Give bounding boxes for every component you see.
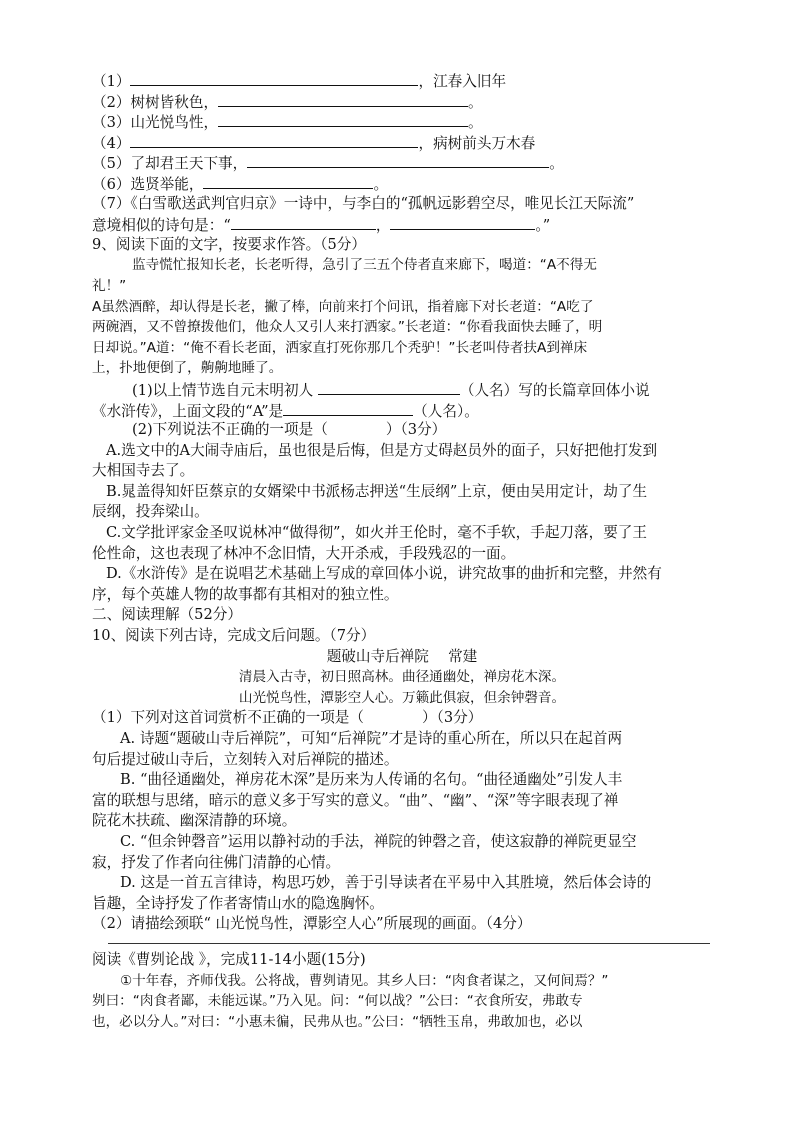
q8-item-2-end: 。 [468,93,483,111]
q8-item-3 [92,111,712,132]
answer-blank[interactable] [130,70,418,86]
poem-line: 山光悦鸟性，潭影空人心。万籁此俱寂，但余钟磬音。 [238,689,566,706]
q10-sub1-text: （1）下列对这首词赏析不正确的一项是（ [92,709,364,727]
answer-blank[interactable] [283,400,413,416]
q8-item-1-text: ，江春入旧年 [418,73,507,90]
q11-passage-line: ①十年春，齐师伐我。公将战，曹刿请见。其乡人曰：“肉食者谋之，又何间焉？” [120,972,609,989]
answer-blank[interactable] [130,132,418,148]
q9-passage-line: 两碗酒，又不曾撩拨他们，他众人又引人来打洒家。”长老道：“你看我面快去睡了，明 [92,319,603,336]
answer-blank[interactable] [218,111,468,127]
q9-sub1-line2 [92,400,712,421]
poem-line: 清晨入古寺，初日照高林。曲径通幽处，禅房花木深。 [238,669,566,686]
q9-option-a-cont: 大相国寺去了。 [92,462,195,480]
q8-item-7-answer [92,214,712,235]
q10-option-b-cont: 院花木扶疏、幽深清静的环境。 [92,812,297,830]
q9-option-d-cont: 序，每个英雄人物的故事都有其相对的独立性。 [92,585,399,603]
q8-item-6-text: （6）选贤举能， [92,175,204,193]
q8-item-6 [92,173,712,194]
q8-item-7-prompt: 意境相似的诗句是：“ [92,217,231,235]
q9-passage-line: 监寺慌忙报知长老，长老听得，急引了三五个侍者直来廊下，喝道：“A不得无 [132,257,597,274]
q9-sub1-text-end: （人名）写的长篇章回体小说 [459,381,650,399]
q9-option-d: D.《水浒传》是在说唱艺术基础上写成的章回体小说，讲究故事的曲折和完整，井然有 [106,565,662,583]
q8-item-3-end: 。 [468,114,483,132]
q9-passage-line: 上，扑地便倒了，齁齁地睡了。 [92,360,283,377]
q8-item-1 [92,70,712,91]
q9-sub2 [92,420,712,441]
q9-passage-line: 日却说。”A道：“俺不看长老面，洒家直打死你那几个秃驴！”长老叫侍者扶A到禅床 [92,339,588,356]
answer-blank[interactable] [218,91,468,107]
exam-page [92,70,712,1032]
q8-item-7-comma: ， [375,217,391,235]
poem-title: 题破山寺后禅院 常建 [326,647,478,665]
q10-option-a-cont: 句后提过破山寺后，立刻转入对后禅院的描述。 [92,750,399,768]
q11-title: 阅读《曹刿论战 》，完成11-14小题(15分) [92,950,366,968]
answer-blank[interactable] [231,214,376,230]
q11-passage-line: 也，必以分人。”对曰：“小惠未徧，民弗从也。”公曰：“牺牲玉帛，弗敢加也，必以 [92,1013,583,1030]
q10-option-b: B. “曲径通幽处，禅房花木深”是历来为人传诵的名句。“曲径通幽处”引发人丰 [120,771,623,789]
q8-item-7-text: （7）《白雪歌送武判官归京》一诗中，与李白的“孤帆远影碧空尽，唯见长江天际流” [92,194,635,212]
q8-item-5 [92,152,712,173]
q10-sub2: （2）请描绘颈联“ 山光悦鸟性，潭影空人心”所展现的画面。（4分） [92,915,532,933]
answer-blank[interactable] [203,173,373,189]
answer-line-divider [108,943,710,944]
q8-item-4-text: ，病树前头万木春 [418,134,536,152]
q10-option-d: D. 这是一首五言律诗，构思巧妙，善于引导读者在平易中入其胜境，然后体会诗的 [120,874,652,892]
q9-option-b: B.晁盖得知奸臣蔡京的女婿梁中书派杨志押送“生辰纲”上京，便由吴用定计，劫了生 [106,482,648,500]
q9-passage-line: A虽然酒醉，却认得是长老，撇了棒，向前来打个问讯，指着廊下对长老道：“A吃了 [92,298,594,315]
q8-item-2-text: （2）树树皆秋色， [92,93,219,111]
q10-title: 10、阅读下列古诗，完成文后问题。（7分） [92,627,376,645]
q9-sub2-end: ）（3分） [385,421,447,439]
q8-item-1-label: （1） [92,73,131,90]
q9-sub1 [92,379,712,400]
q9-passage-line: 礼！” [92,277,127,294]
q10-option-b-cont: 富的联想与思绪，暗示的意义多于写实的意义。“曲”、“幽”、“深”等字眼表现了禅 [92,791,619,809]
q8-item-5-end: 。 [549,155,564,173]
answer-blank[interactable] [247,152,549,168]
q11-passage-line: 刿曰：“肉食者鄙，未能远谋。”乃入见。问：“何以战？”公曰：“衣食所安，弗敢专 [92,993,583,1010]
q10-sub1 [92,708,712,729]
q8-item-4-label: （4） [92,134,131,152]
q9-option-c-cont: 伦性命，这也表现了林冲不念旧情，大开杀戒，手段残忍的一面。 [92,544,516,562]
q9-sub1-line2-end: （人名）。 [413,402,479,420]
q10-option-a: A. 诗题“题破山寺后禅院”，可知“后禅院”才是诗的重心所在，所以只在起首两 [120,730,623,747]
section-heading: 二、阅读理解（52分） [92,606,242,624]
q9-sub1-text: (1)以上情节选自元末明初人 [132,381,314,399]
q9-option-a: A.选文中的A大闹寺庙后，虽也很是后悔，但是方丈碍赵员外的面子，只好把他打发到 [106,441,658,459]
q8-item-2 [92,91,712,112]
q10-option-c: C. “但余钟磬音”运用以静衬动的手法，禅院的钟磬之音，使这寂静的禅院更显空 [120,832,637,850]
q9-sub2-text: (2)下列说法不正确的一项是（ [132,421,328,439]
q10-option-c-cont: 寂，抒发了作者向往佛门清静的心情。 [92,853,341,871]
q9-option-b-cont: 辰纲，投奔梁山。 [92,503,209,521]
q10-option-d-cont: 旨趣，全诗抒发了作者寄情山水的隐逸胸怀。 [92,894,384,912]
q9-title: 9、阅读下面的文字，按要求作答。（5分） [92,235,366,253]
answer-blank[interactable] [318,379,460,395]
q10-sub1-end: ）（3分） [421,709,483,727]
q8-item-6-end: 。 [373,175,389,193]
q8-item-3-text: （3）山光悦鸟性， [92,114,219,132]
answer-blank[interactable] [390,214,535,230]
q8-item-4 [92,132,712,153]
q8-item-7-end: 。” [535,217,551,235]
q8-item-5-text: （5）了却君王天下事， [92,155,248,173]
q9-sub1-line2-text: 《水浒传》，上面文段的“A”是 [92,402,284,420]
q9-option-c: C.文学批评家金圣叹说林冲“做得彻”，如火并王伦时，毫不手软，手起刀落，要了王 [106,524,647,542]
